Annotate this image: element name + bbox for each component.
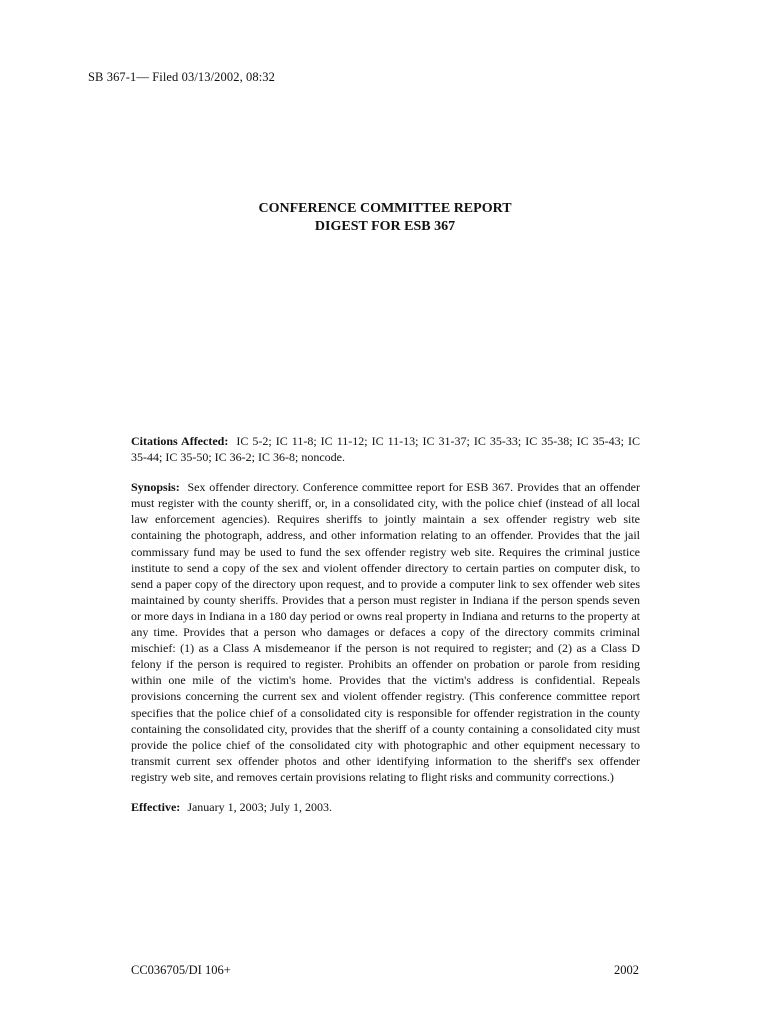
footer-year: 2002 xyxy=(614,963,639,977)
synopsis-label: Synopsis: xyxy=(131,480,180,495)
filing-header: SB 367-1— Filed 03/13/2002, 08:32 xyxy=(88,70,275,84)
synopsis-text: Sex offender directory. Conference committee report for ESB 367. Provides that an offender must register with the county sheriff, or, in a consolidated city, with the police chief (instead of all local law enforcement agencies). Requires sheriffs to jointly maintain a sex offender registry web site containing the photograph, address, and other information relating to an offender. Provides that the jail commissary fund may be used to fund the sex offender registry web site. Requires the criminal justice institute to send a copy of the sex and violent offender directory to certain parties on computer disk, to send a paper copy of the directory upon request, and to provide a computer link to sex offender web sites maintained by county sheriffs. Provides that a person must register in Indiana if the person spends seven or more days in Indiana in a 180 day period or owns real property in Indiana and returns to the property at any time. Provides that a person who damages or defaces a copy of the directory commits criminal mischief: (1) as a Class A misdemeanor if the person is not required to register; and (2) as a Class D felony if the person is required to register. Prohibits an offender on probation or parole from residing within one mile of the victim's home. Provides that the victim's address is confidential. Repeals provisions concerning the current sex and violent offender registry. (This conference committee report specifies that the police chief of a consolidated city is responsible for offender registration in the county containing the consolidated city, provides that the sheriff of a county containing a consolidated city must provide the police chief of the consolidated city with photographic and other equipment necessary to transmit current sex offender photos and other identifying information to the sheriff's sex offender registry web site, and removes certain provisions relating to flight risks and community corrections.) xyxy=(131,480,641,784)
effective-label: Effective: xyxy=(131,799,181,814)
citations-section xyxy=(131,433,640,465)
footer-document-id: CC036705/DI 106+ xyxy=(131,963,231,977)
report-title-line-2: DIGEST FOR ESB 367 xyxy=(314,219,456,234)
report-title xyxy=(0,200,770,236)
effective-text: January 1, 2003; July 1, 2003. xyxy=(187,799,332,814)
report-title-line-1: CONFERENCE COMMITTEE REPORT xyxy=(258,201,512,216)
synopsis-section xyxy=(131,479,640,785)
citations-label: Citations Affected: xyxy=(131,434,229,448)
digest-content xyxy=(131,433,640,829)
citations-text: IC 5-2; IC 11-8; IC 11-12; IC 11-13; IC 31-37; IC 35-33; IC 35-38; IC 35-43; IC 35-44; IC 35-50; IC 36-2; IC 36-8; noncode. xyxy=(131,434,641,465)
effective-section xyxy=(131,799,640,815)
